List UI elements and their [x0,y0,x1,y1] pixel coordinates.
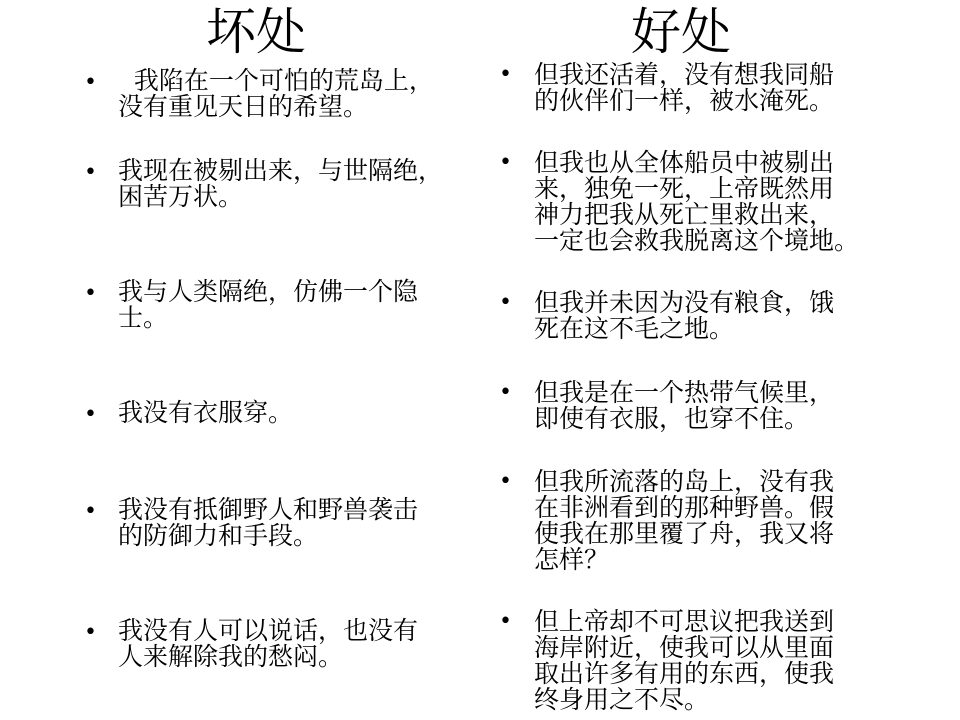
bullet-icon: • [84,402,97,427]
list-item: 我没有抵御野人和野兽袭击 的防御力和手段。 [118,495,419,550]
bullet-icon: • [499,290,512,315]
bullet-icon: • [84,281,97,306]
bullet-icon: • [499,609,512,634]
bullet-icon: • [84,620,97,645]
bullet-icon: • [499,380,512,405]
bullet-icon: • [84,160,97,185]
list-item: 但我所流落的岛上，没有我 在非洲看到的那种野兽。假 使我在那里覆了舟，我又将 怎样？ [534,467,835,574]
list-item: 但我是在一个热带气候里， 即使有衣服，也穿不住。 [534,378,835,433]
bullet-icon: • [84,499,97,524]
list-item: 但我也从全体船员中被剔出 来，独免一死，上帝既然用 神力把我从死亡里救出来， 一定也会救我脱离这个境地。 [534,148,860,255]
list-item: 我陷在一个可怕的荒岛上， 没有重见天日的希望。 [118,66,434,121]
bullet-icon: • [84,70,97,95]
list-item: 我现在被剔出来，与世隔绝， 困苦万状。 [118,156,444,211]
list-item: 我没有衣服穿。 [118,398,294,427]
list-item: 但我并未因为没有粮食，饿 死在这不毛之地。 [534,288,835,343]
list-item: 但上帝却不可思议把我送到 海岸附近，使我可以从里面 取出许多有用的东西，使我 终身用之不尽。 [534,607,835,714]
list-item: 我没有人可以说话，也没有 人来解除我的愁闷。 [118,616,419,671]
left-column-title: 坏处 [206,3,306,61]
bullet-icon: • [499,469,512,494]
bullet-icon: • [499,62,512,87]
list-item: 我与人类隔绝，仿佛一个隐 士。 [118,277,419,332]
right-column-title: 好处 [631,3,731,61]
list-item: 但我还活着，没有想我同船 的伙伴们一样，被水淹死。 [534,60,835,115]
bullet-icon: • [499,150,512,175]
